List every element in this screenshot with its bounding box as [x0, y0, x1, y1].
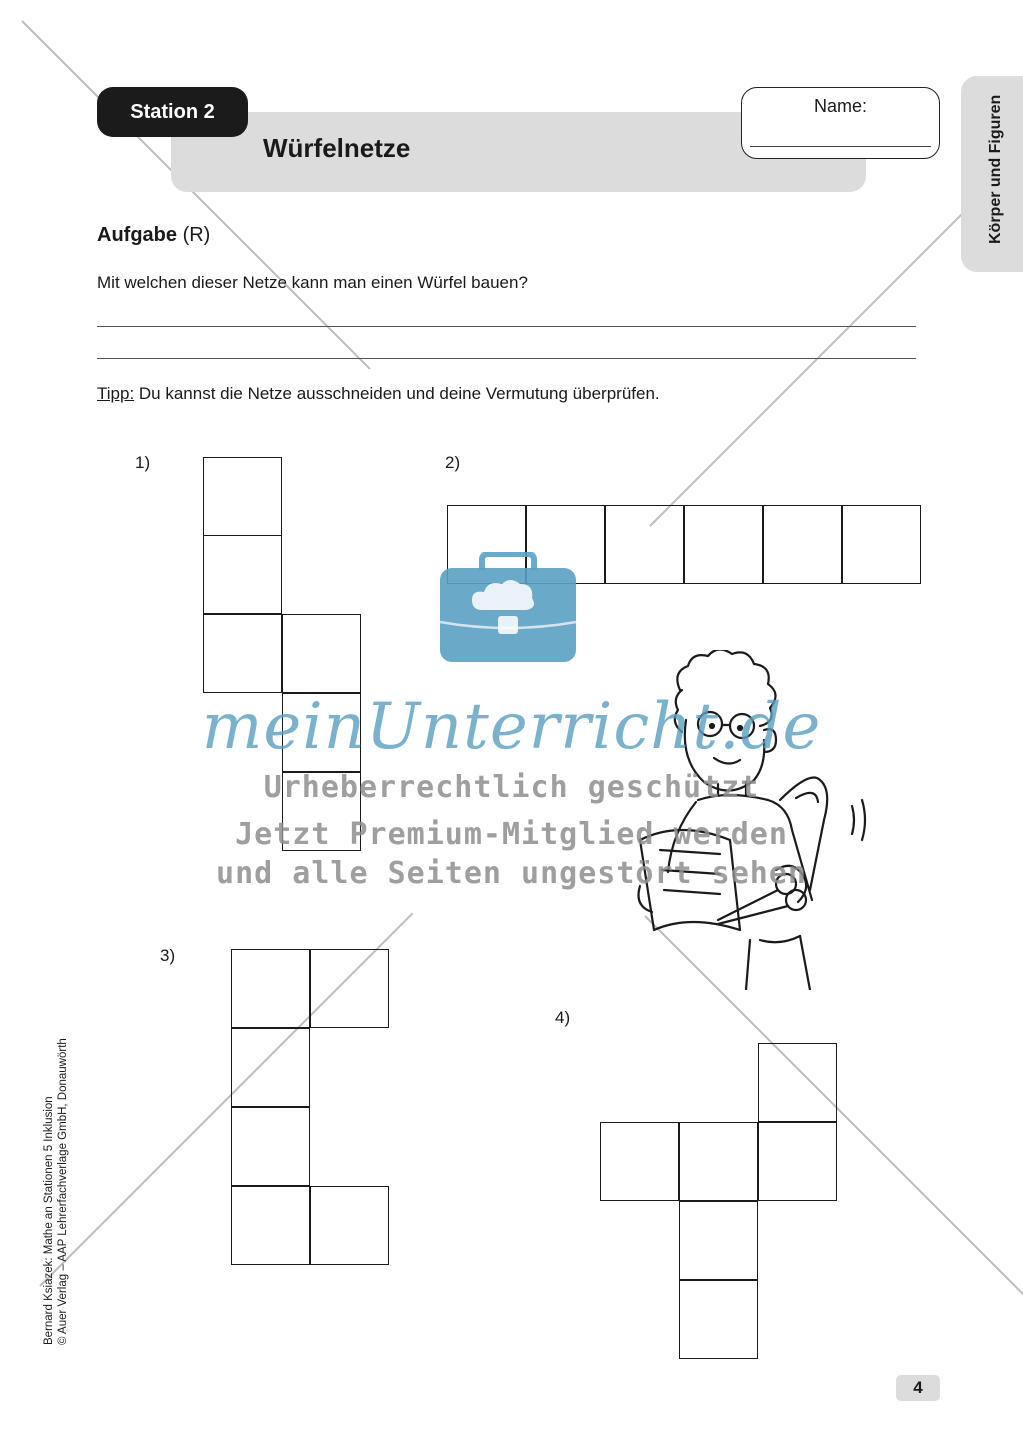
net-square: [310, 949, 389, 1028]
net-square: [231, 1186, 310, 1265]
net-square: [282, 614, 361, 693]
watermark-line-2: Jetzt Premium-Mitglied werden: [235, 817, 788, 852]
net-square: [231, 1107, 310, 1186]
net-2-label: 2): [445, 453, 461, 472]
net-square: [203, 457, 282, 536]
net-square: [842, 505, 921, 584]
credit-line-2: © Auer Verlag – AAP Lehrerfachverlage GmbH, Donauwörth: [57, 1038, 69, 1345]
net-square: [679, 1122, 758, 1201]
net-square: [600, 1122, 679, 1201]
net-1-label: 1): [135, 453, 151, 472]
answer-line[interactable]: [97, 358, 916, 359]
net-square: [203, 535, 282, 614]
task-level: (R): [182, 224, 211, 246]
net-4-label: 4): [555, 1008, 571, 1027]
side-tab-label: Körper und Figuren: [987, 94, 1004, 244]
name-field[interactable]: [741, 87, 940, 159]
copyright-credit: [42, 965, 70, 1345]
side-tab: [961, 76, 1023, 272]
watermark-line-1: Urheberrechtlich geschützt: [263, 770, 760, 805]
net-square: [758, 1122, 837, 1201]
net-square: [203, 614, 282, 693]
tip-text: Du kannst die Netze ausschneiden und deine Vermutung überprüfen.: [134, 384, 660, 403]
answer-line[interactable]: [97, 326, 916, 327]
tip-label: Tipp:: [97, 384, 135, 403]
net-square: [605, 505, 684, 584]
net-square: [231, 949, 310, 1028]
name-label: Name:: [813, 96, 867, 116]
watermark-diagonal-line: [649, 182, 993, 526]
briefcase-icon: [438, 552, 578, 664]
watermark-line-3: und alle Seiten ungestört sehen: [216, 856, 807, 891]
page-number: 4: [896, 1375, 940, 1401]
page-title: Würfelnetze: [263, 133, 411, 163]
net-square: [763, 505, 842, 584]
net-square: [679, 1280, 758, 1359]
task-label: Aufgabe: [97, 224, 177, 246]
task-heading: [97, 224, 210, 247]
name-write-line[interactable]: [750, 146, 931, 147]
net-square: [679, 1201, 758, 1280]
tip: [97, 384, 660, 404]
net-3-label: 3): [160, 946, 176, 965]
net-square: [310, 1186, 389, 1265]
net-square: [758, 1043, 837, 1122]
credit-line-1: Bernard Ksiazek: Mathe an Stationen 5 Inklusion: [43, 1096, 55, 1345]
station-badge: Station 2: [97, 87, 248, 137]
net-square: [684, 505, 763, 584]
watermark-brand: meinUnterricht.de: [201, 690, 822, 764]
task-question: Mit welchen dieser Netze kann man einen Würfel bauen?: [97, 273, 528, 292]
watermark-diagonal-line: [21, 20, 370, 369]
net-square: [231, 1028, 310, 1107]
